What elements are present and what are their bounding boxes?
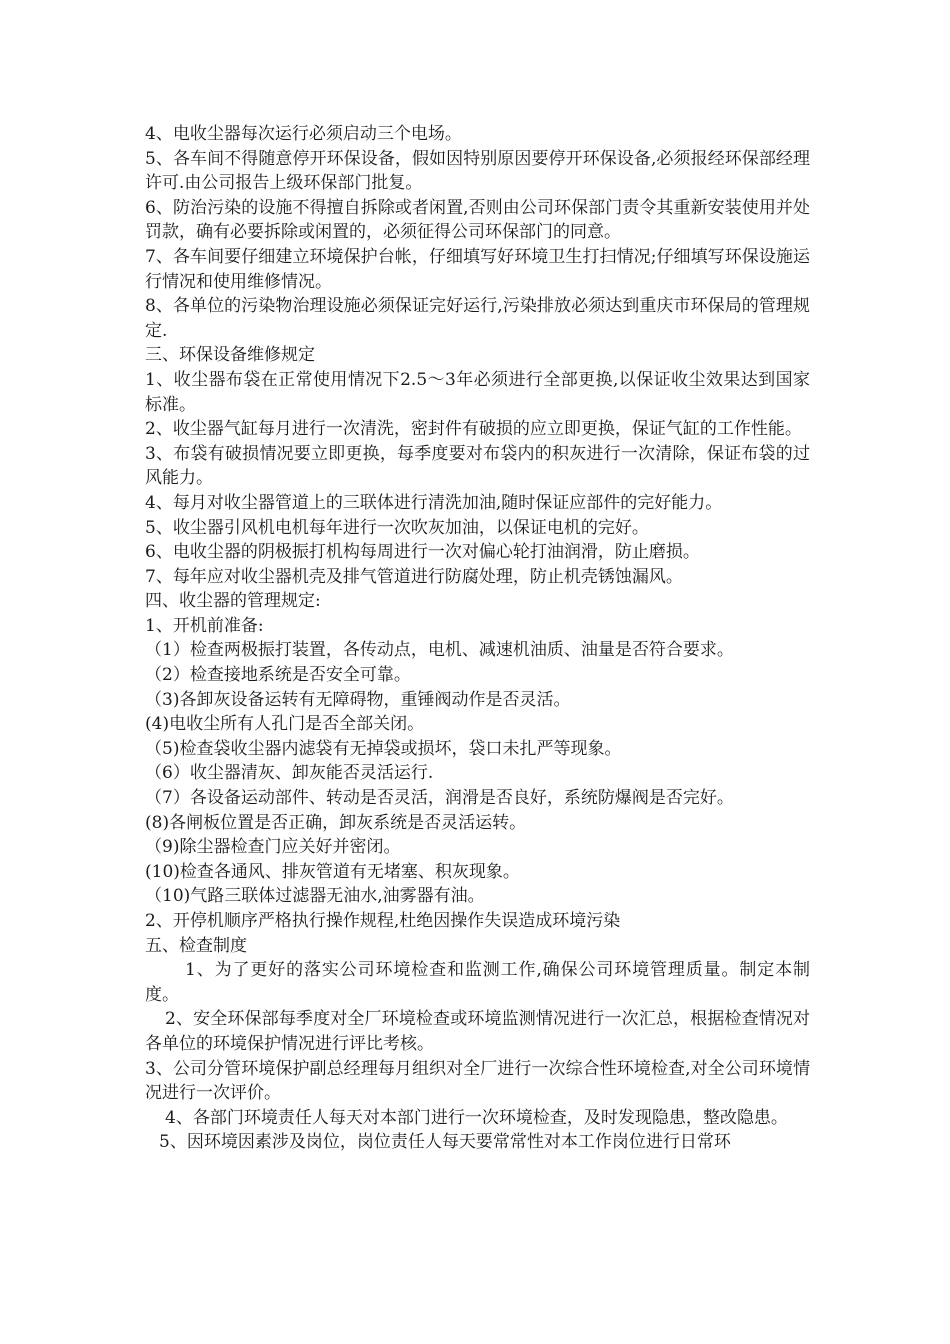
- checklist-item-9: （9)除尘器检查门应关好并密闭。: [145, 837, 401, 858]
- paragraph-maintenance-5: 5、收尘器引风机电机每年进行一次吹灰加油，以保证电机的完好。: [145, 517, 649, 538]
- paragraph-rule-4: 4、电收尘器每次运行必须启动三个电场。: [145, 124, 462, 144]
- checklist-item-7: （7）各设备运动部件、转动是否灵活，润滑是否良好，系统防爆阀是否完好。: [145, 788, 734, 809]
- paragraph-inspection-3: 3、公司分管环境保护副总经理每月组织对全厂进行一次综合性环境检查,对全公司环境情况进行一次评价。: [145, 1058, 810, 1104]
- paragraph-rule-5: 5、各车间不得随意停开环保设备，假如因特别原因要停开环保设备,必须报经环保部经理许可.由公司报告上级环保部门批复。: [145, 148, 810, 194]
- paragraph-maintenance-2: 2、收尘器气缸每月进行一次清洗，密封件有破损的应立即更换，保证气缸的工作性能。: [145, 419, 802, 440]
- paragraph-inspection-5: 5、因环境因素涉及岗位，岗位责任人每天要常常性对本工作岗位进行日常环: [159, 1132, 731, 1153]
- paragraph-rule-8: 8、各单位的污染物治理设施必须保证完好运行,污染排放必须达到重庆市环保局的管理规定.: [145, 296, 810, 341]
- document-body: [145, 122, 810, 1155]
- checklist-item-5: （5)检查袋收尘器内滤袋有无掉袋或损坏，袋口未扎严等现象。: [145, 738, 622, 759]
- checklist-item-2: （2）检查接地系统是否安全可靠。: [145, 665, 411, 686]
- paragraph-maintenance-4: 4、每月对收尘器管道上的三联体进行清洗加油,随时保证应部件的完好能力。: [145, 492, 723, 513]
- checklist-item-1: （1）检查两极振打装置，各传动点，电机、减速机油质、油量是否符合要求。: [145, 640, 734, 661]
- paragraph-inspection-2: 2、安全环保部每季度对全厂环境检查或环境监测情况进行一次汇总，根据检查情况对各单位的环境保护情况进行评比考核。: [145, 1009, 810, 1054]
- paragraph-maintenance-3: 3、布袋有破损情况要立即更换，每季度要对布袋内的积灰进行一次清除，保证布袋的过风能力。: [145, 443, 810, 489]
- paragraph-inspection-1: 1、为了更好的落实公司环境检查和监测工作,确保公司环境管理质量。制定本制度。: [145, 960, 810, 1005]
- section-heading-4: 四、收尘器的管理规定:: [145, 591, 321, 612]
- paragraph-maintenance-6: 6、电收尘器的阴极振打机构每周进行一次对偏心轮打油润滑，防止磨损。: [145, 542, 700, 563]
- checklist-item-10b: （10)气路三联体过滤器无油水,油雾器有油。: [145, 886, 485, 907]
- checklist-item-10a: (10)检查各通风、排灰管道有无堵塞、积灰现象。: [145, 861, 520, 882]
- paragraph-maintenance-7: 7、每年应对收尘器机壳及排气管道进行防腐处理，防止机壳锈蚀漏风。: [145, 566, 683, 587]
- section-heading-3: 三、环保设备维修规定: [145, 345, 315, 366]
- checklist-item-6: （6）收尘器清灰、卸灰能否灵活运行.: [145, 763, 434, 784]
- paragraph-startup-shutdown: 2、开停机顺序严格执行操作规程,杜绝因操作失误造成环境污染: [145, 911, 621, 931]
- paragraph-maintenance-1: 1、收尘器布袋在正常使用情况下2.5～3年必须进行全部更换,以保证收尘效果达到国家标准。: [145, 369, 810, 415]
- checklist-item-8: (8)各闸板位置是否正确，卸灰系统是否灵活运转。: [145, 812, 527, 833]
- paragraph-inspection-4: 4、各部门环境责任人每天对本部门进行一次环境检查，及时发现隐患，整改隐患。: [165, 1107, 788, 1128]
- paragraph-rule-7: 7、各车间要仔细建立环境保护台帐，仔细填写好环境卫生打扫情况;仔细填写环保设施运行情况和使用维修情况。: [145, 246, 810, 292]
- paragraph-rule-6: 6、防治污染的设施不得擅自拆除或者闲置,否则由公司环保部门责令其重新安装使用并处罚款，确有必要拆除或闲置的，必须征得公司环保部门的同意。: [145, 197, 810, 243]
- paragraph-startup-prep: 1、开机前准备:: [145, 615, 264, 636]
- checklist-item-3: （3)各卸灰设备运转有无障碍物，重锤阀动作是否灵活。: [145, 689, 571, 710]
- checklist-item-4: (4)电收尘所有人孔门是否全部关闭。: [145, 714, 425, 735]
- section-heading-5: 五、检查制度: [145, 935, 247, 956]
